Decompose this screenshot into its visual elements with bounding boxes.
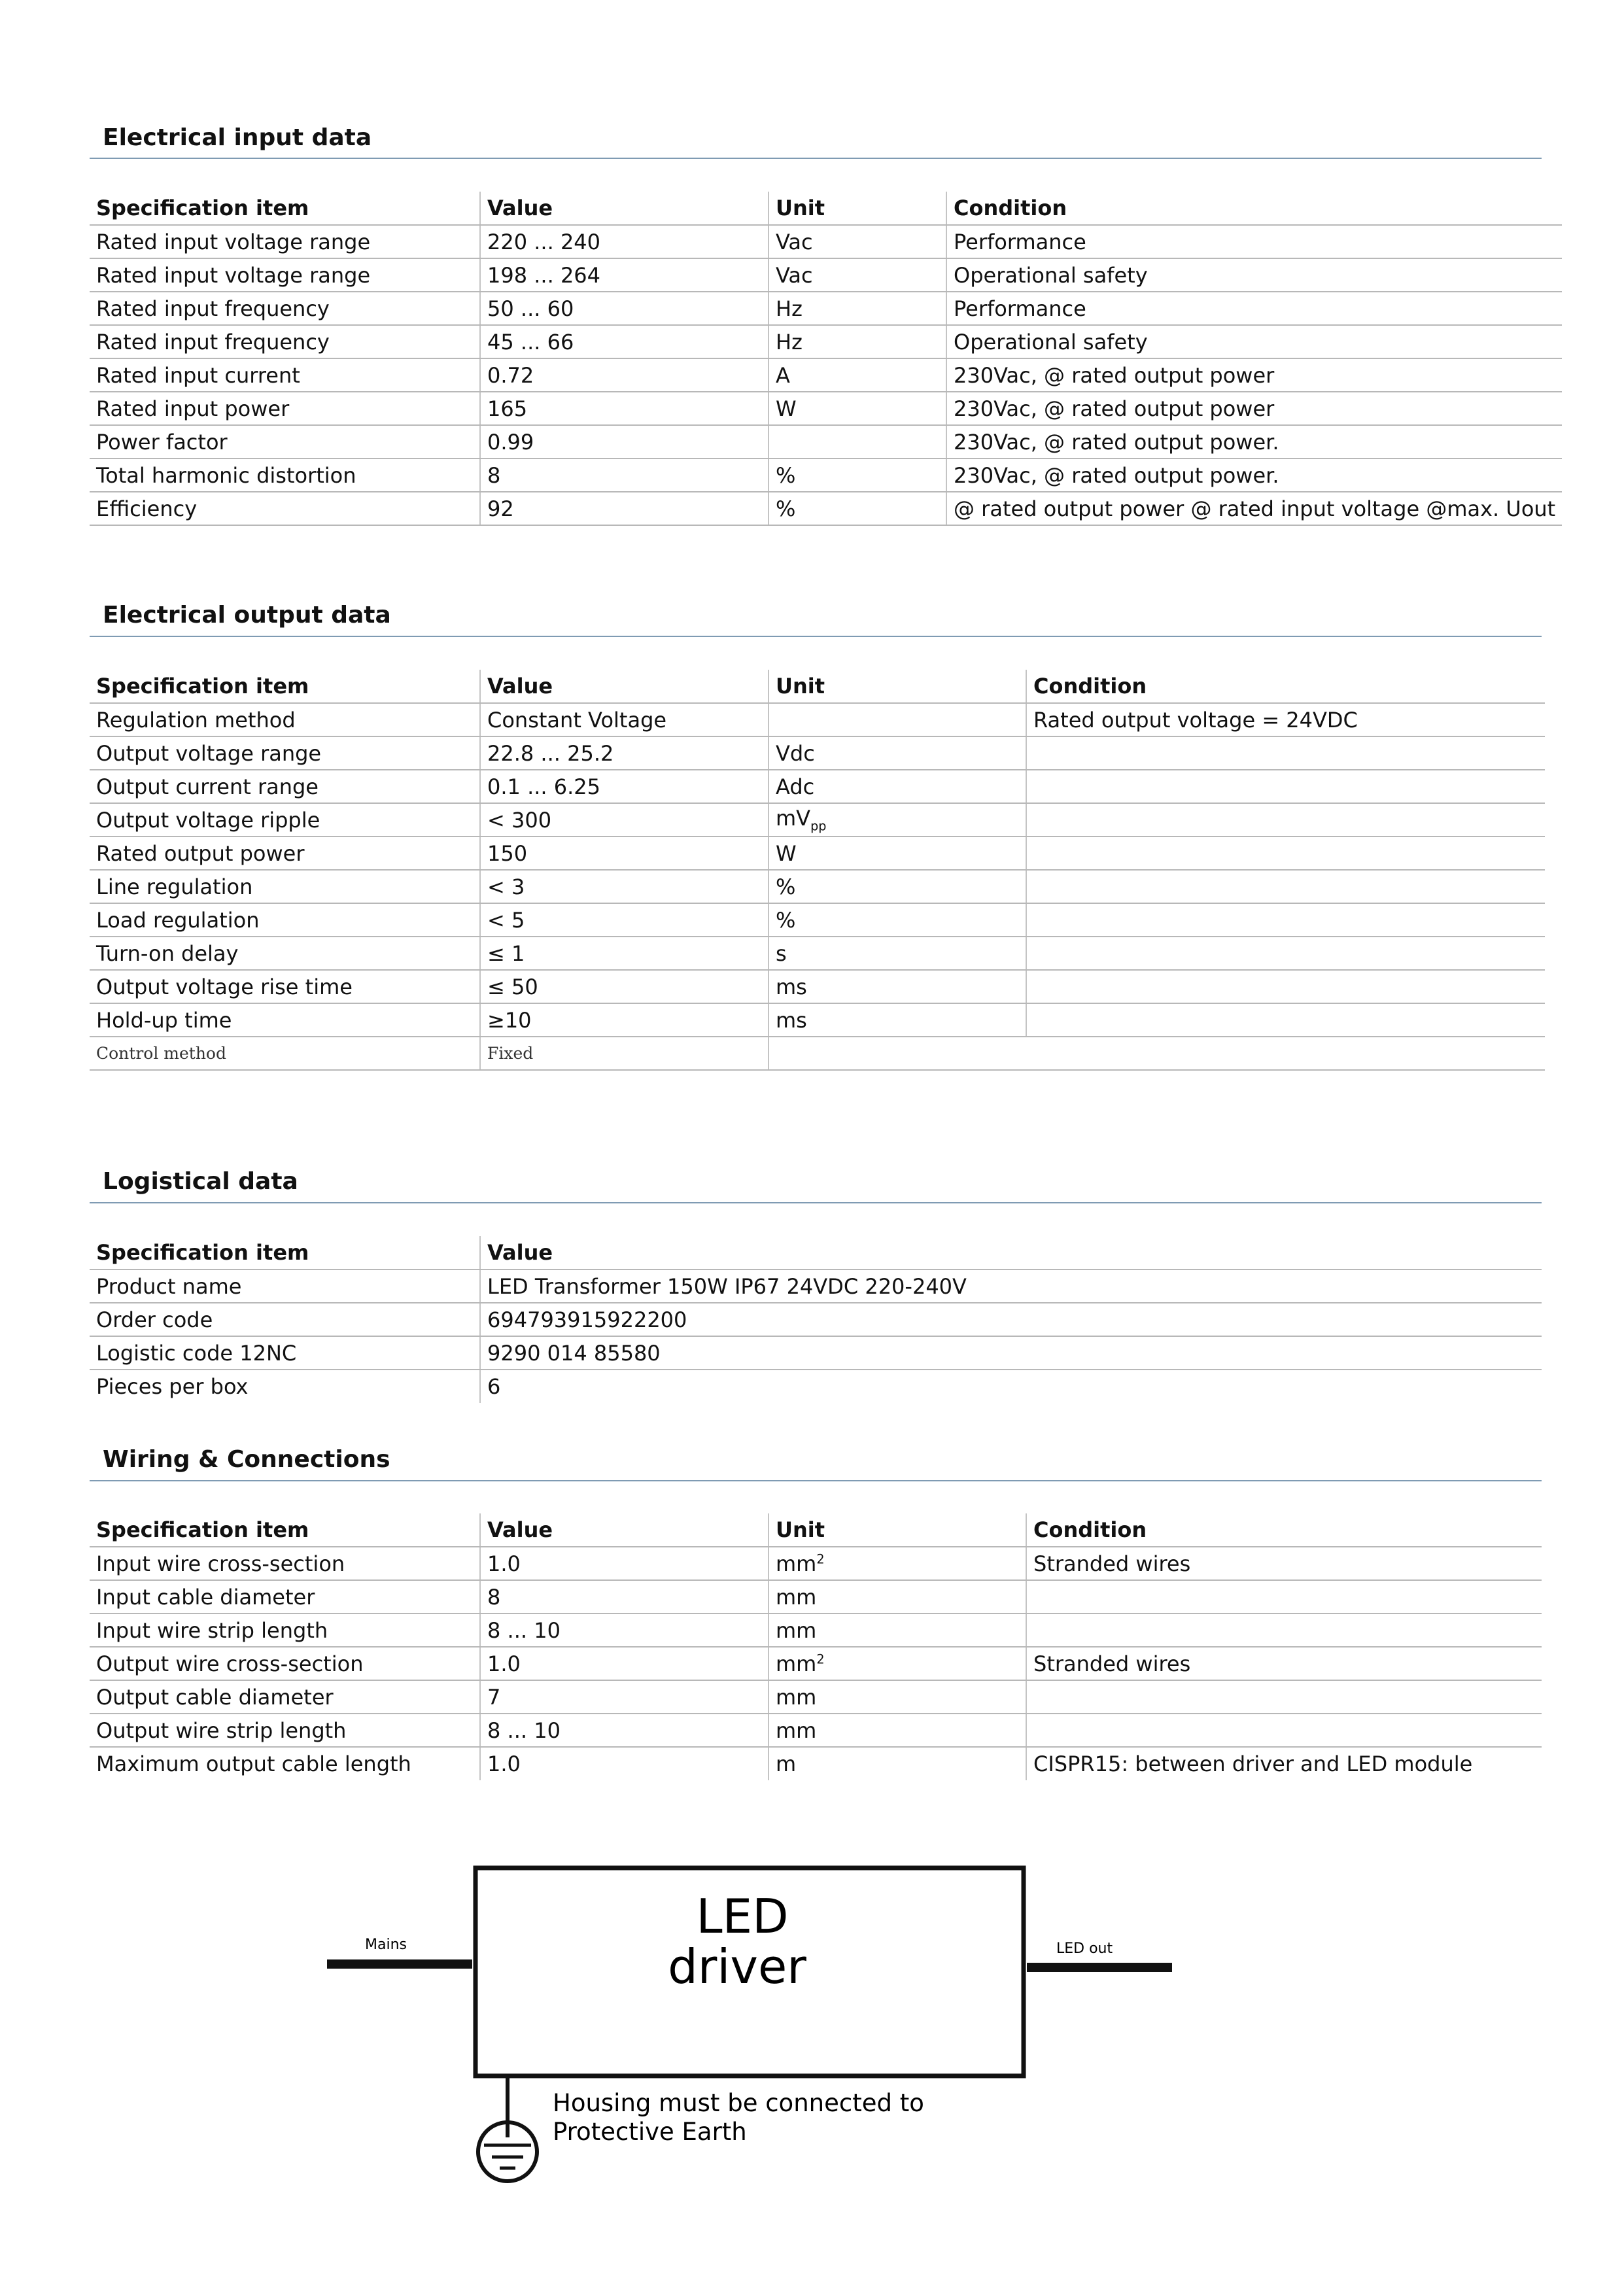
spec-condition: Stranded wires bbox=[1026, 1647, 1542, 1680]
spec-item: Output wire cross-section bbox=[90, 1647, 480, 1680]
spec-condition bbox=[1026, 803, 1545, 837]
table-row bbox=[90, 358, 1562, 392]
section-divider bbox=[90, 1480, 1542, 1481]
table-header-row bbox=[90, 1513, 1542, 1547]
column-header: Specification item bbox=[90, 192, 480, 225]
spec-value: 8 bbox=[480, 458, 769, 492]
spec-item: Logistic code 12NC bbox=[90, 1336, 480, 1370]
spec-value: 0.1 ... 6.25 bbox=[480, 770, 769, 803]
table-row bbox=[90, 1613, 1542, 1647]
table-row bbox=[90, 1714, 1542, 1747]
table-row bbox=[90, 425, 1562, 458]
spec-unit: % bbox=[769, 492, 946, 525]
spec-unit: Vdc bbox=[769, 736, 1026, 770]
spec-condition: Performance bbox=[946, 225, 1562, 258]
table-row bbox=[90, 1370, 1542, 1403]
spec-item: Order code bbox=[90, 1303, 480, 1336]
spec-condition bbox=[1026, 970, 1545, 1003]
spec-condition: 230Vac, @ rated output power bbox=[946, 392, 1562, 425]
spec-item: Output voltage rise time bbox=[90, 970, 480, 1003]
table-row bbox=[90, 937, 1545, 970]
table-row bbox=[90, 292, 1562, 325]
table-header-row bbox=[90, 1236, 1542, 1269]
table-row bbox=[90, 258, 1562, 292]
spec-condition: 230Vac, @ rated output power bbox=[946, 358, 1562, 392]
column-header: Unit bbox=[769, 1513, 1026, 1547]
section-title-electrical-input: Electrical input data bbox=[103, 124, 372, 151]
table-row bbox=[90, 770, 1545, 803]
spec-item: Pieces per box bbox=[96, 1374, 249, 1399]
table-row-control-method bbox=[90, 1037, 1545, 1070]
led-driver-wiring-diagram bbox=[320, 1844, 1203, 2184]
column-header: Value bbox=[480, 192, 769, 225]
spec-unit bbox=[769, 1547, 1026, 1580]
section-divider bbox=[90, 1202, 1542, 1203]
column-header: Condition bbox=[1026, 1513, 1542, 1547]
spec-value: ≤ 1 bbox=[480, 937, 769, 970]
spec-value: 7 bbox=[480, 1680, 769, 1714]
spec-value: 8 bbox=[480, 1580, 769, 1613]
spec-item: Control method bbox=[90, 1037, 480, 1070]
spec-unit: A bbox=[769, 358, 946, 392]
table-row bbox=[90, 1547, 1542, 1580]
electrical-output-table bbox=[90, 670, 1545, 1071]
spec-value: 8 ... 10 bbox=[480, 1613, 769, 1647]
spec-item: Regulation method bbox=[90, 703, 480, 736]
spec-value: 1.0 bbox=[480, 1647, 769, 1680]
spec-condition bbox=[1026, 870, 1545, 903]
spec-value: 9290 014 85580 bbox=[480, 1336, 1542, 1370]
spec-condition bbox=[1026, 736, 1545, 770]
spec-unit: Hz bbox=[769, 292, 946, 325]
spec-condition bbox=[1026, 1613, 1542, 1647]
spec-unit bbox=[769, 1647, 1026, 1680]
spec-condition: Performance bbox=[946, 292, 1562, 325]
spec-value: 1.0 bbox=[480, 1547, 769, 1580]
table-row bbox=[90, 1336, 1542, 1370]
table-row bbox=[90, 325, 1562, 358]
spec-unit: ms bbox=[769, 970, 1026, 1003]
spec-unit: Vac bbox=[769, 258, 946, 292]
column-header: Value bbox=[480, 670, 769, 703]
table-row bbox=[90, 870, 1545, 903]
column-header: Condition bbox=[946, 192, 1562, 225]
spec-value: Constant Voltage bbox=[480, 703, 769, 736]
table-row bbox=[90, 492, 1562, 525]
spec-value: 1.0 bbox=[480, 1747, 769, 1780]
spec-condition: 230Vac, @ rated output power. bbox=[946, 425, 1562, 458]
table-header-row bbox=[90, 670, 1545, 703]
spec-item: Load regulation bbox=[90, 903, 480, 937]
spec-item: Output cable diameter bbox=[90, 1680, 480, 1714]
spec-item: Rated input voltage range bbox=[90, 225, 480, 258]
spec-condition bbox=[1026, 937, 1545, 970]
table-row bbox=[90, 970, 1545, 1003]
column-header: Value bbox=[480, 1513, 769, 1547]
spec-condition bbox=[1026, 1714, 1542, 1747]
spec-item: Rated input current bbox=[90, 358, 480, 392]
section-divider bbox=[90, 158, 1542, 159]
spec-value: LED Transformer 150W IP67 24VDC 220-240V bbox=[480, 1269, 1542, 1303]
column-header: Unit bbox=[769, 192, 946, 225]
spec-value: 0.99 bbox=[480, 425, 769, 458]
spec-unit: % bbox=[769, 870, 1026, 903]
section-title-electrical-output: Electrical output data bbox=[103, 602, 391, 629]
area-unit-superscript: 2 bbox=[816, 1551, 825, 1566]
spec-value: ≥10 bbox=[480, 1003, 769, 1037]
ground-icon bbox=[478, 2076, 537, 2181]
spec-value: < 3 bbox=[480, 870, 769, 903]
spec-item: Rated input power bbox=[90, 392, 480, 425]
column-header: Specification item bbox=[90, 670, 480, 703]
spec-condition bbox=[1026, 903, 1545, 937]
spec-item: Total harmonic distortion bbox=[90, 458, 480, 492]
table-row bbox=[90, 1303, 1542, 1336]
spec-item: Product name bbox=[90, 1269, 480, 1303]
spec-value: 694793915922200 bbox=[480, 1303, 1542, 1336]
table-row bbox=[90, 1003, 1545, 1037]
spec-item: Rated output power bbox=[90, 837, 480, 870]
column-header: Specification item bbox=[90, 1513, 480, 1547]
spec-unit: mm bbox=[769, 1680, 1026, 1714]
spec-value: Fixed bbox=[480, 1037, 769, 1070]
spec-unit: Vac bbox=[769, 225, 946, 258]
spec-unit bbox=[769, 803, 1026, 837]
spec-unit: % bbox=[769, 458, 946, 492]
spec-condition: Operational safety bbox=[946, 325, 1562, 358]
table-row bbox=[90, 736, 1545, 770]
section-title-wiring: Wiring & Connections bbox=[103, 1446, 390, 1473]
wiring-table bbox=[90, 1513, 1542, 1780]
spec-item: Input wire strip length bbox=[90, 1613, 480, 1647]
spec-item: Input wire cross-section bbox=[90, 1547, 480, 1580]
spec-item: Output voltage range bbox=[90, 736, 480, 770]
spec-value: 150 bbox=[480, 837, 769, 870]
spec-value: 50 ... 60 bbox=[480, 292, 769, 325]
spec-unit: mm bbox=[769, 1714, 1026, 1747]
spec-unit: s bbox=[769, 937, 1026, 970]
earth-note-line1: Housing must be connected to bbox=[553, 2089, 924, 2117]
spec-condition: CISPR15: between driver and LED module bbox=[1026, 1747, 1542, 1780]
spec-unit: Adc bbox=[769, 770, 1026, 803]
spec-item: Efficiency bbox=[90, 492, 480, 525]
table-row bbox=[90, 392, 1562, 425]
electrical-input-table bbox=[90, 192, 1562, 526]
spec-item: Input cable diameter bbox=[90, 1580, 480, 1613]
spec-unit: mm bbox=[769, 1580, 1026, 1613]
spec-item: Power factor bbox=[90, 425, 480, 458]
spec-value: 0.72 bbox=[480, 358, 769, 392]
area-unit-superscript: 2 bbox=[816, 1651, 825, 1666]
table-row bbox=[90, 837, 1545, 870]
spec-item: Output wire strip length bbox=[90, 1714, 480, 1747]
table-row bbox=[90, 803, 1545, 837]
spec-item: Rated input frequency bbox=[90, 292, 480, 325]
driver-label-line2: driver bbox=[668, 1939, 806, 1994]
table-row bbox=[90, 1269, 1542, 1303]
spec-value: 6 bbox=[480, 1370, 1542, 1403]
table-row bbox=[90, 225, 1562, 258]
spec-value: < 5 bbox=[480, 903, 769, 937]
spec-value: < 300 bbox=[480, 803, 769, 837]
spec-value: 220 ... 240 bbox=[480, 225, 769, 258]
table-row bbox=[90, 903, 1545, 937]
spec-item: Output current range bbox=[90, 770, 480, 803]
spec-value: 198 ... 264 bbox=[480, 258, 769, 292]
spec-unit: Hz bbox=[769, 325, 946, 358]
spec-condition: Operational safety bbox=[946, 258, 1562, 292]
spec-value: 92 bbox=[480, 492, 769, 525]
spec-value: 22.8 ... 25.2 bbox=[480, 736, 769, 770]
section-title-logistical: Logistical data bbox=[103, 1168, 298, 1195]
spec-condition bbox=[1026, 1003, 1545, 1037]
column-header: Specification item bbox=[90, 1236, 480, 1269]
table-row bbox=[90, 703, 1545, 736]
mains-label: Mains bbox=[365, 1937, 407, 1953]
ripple-unit-subscript: pp bbox=[810, 818, 827, 834]
spec-condition bbox=[1026, 837, 1545, 870]
ripple-unit: mV bbox=[776, 806, 811, 831]
table-row bbox=[90, 1680, 1542, 1714]
spec-condition: Rated output voltage = 24VDC bbox=[1026, 703, 1545, 736]
spec-condition: Stranded wires bbox=[1026, 1547, 1542, 1580]
spec-item: Rated input frequency bbox=[90, 325, 480, 358]
column-header: Unit bbox=[769, 670, 1026, 703]
driver-label-line1: LED bbox=[696, 1889, 789, 1944]
spec-unit: ms bbox=[769, 1003, 1026, 1037]
empty-cell bbox=[769, 1037, 1545, 1070]
table-row bbox=[90, 1580, 1542, 1613]
column-header: Condition bbox=[1026, 670, 1545, 703]
spec-unit bbox=[769, 703, 1026, 736]
table-row bbox=[90, 458, 1562, 492]
spec-unit: % bbox=[769, 903, 1026, 937]
spec-item: Turn-on delay bbox=[90, 937, 480, 970]
spec-item: Hold-up time bbox=[90, 1003, 480, 1037]
spec-condition bbox=[1026, 1680, 1542, 1714]
spec-value: 8 ... 10 bbox=[480, 1714, 769, 1747]
section-divider bbox=[90, 636, 1542, 637]
spec-unit: mm bbox=[769, 1613, 1026, 1647]
spec-condition: 230Vac, @ rated output power. bbox=[946, 458, 1562, 492]
spec-item: Rated input voltage range bbox=[90, 258, 480, 292]
area-unit: mm bbox=[776, 1551, 817, 1576]
spec-item: Output voltage ripple bbox=[90, 803, 480, 837]
spec-condition bbox=[1026, 1580, 1542, 1613]
spec-value: ≤ 50 bbox=[480, 970, 769, 1003]
spec-value: 45 ... 66 bbox=[480, 325, 769, 358]
table-row bbox=[90, 1747, 1542, 1780]
spec-item: Maximum output cable length bbox=[96, 1751, 411, 1776]
spec-item: Line regulation bbox=[90, 870, 480, 903]
earth-note-line2: Protective Earth bbox=[553, 2118, 747, 2146]
spec-unit: m bbox=[769, 1747, 1026, 1780]
led-out-label: LED out bbox=[1056, 1941, 1113, 1957]
logistical-table bbox=[90, 1236, 1542, 1403]
spec-unit bbox=[769, 425, 946, 458]
table-row bbox=[90, 1647, 1542, 1680]
spec-value: 165 bbox=[480, 392, 769, 425]
spec-unit: W bbox=[769, 392, 946, 425]
spec-unit: W bbox=[769, 837, 1026, 870]
area-unit: mm bbox=[776, 1651, 817, 1676]
spec-condition: @ rated output power @ rated input voltage @max. Uout bbox=[946, 492, 1562, 525]
column-header: Value bbox=[480, 1236, 1542, 1269]
spec-condition bbox=[1026, 770, 1545, 803]
table-header-row bbox=[90, 192, 1562, 225]
